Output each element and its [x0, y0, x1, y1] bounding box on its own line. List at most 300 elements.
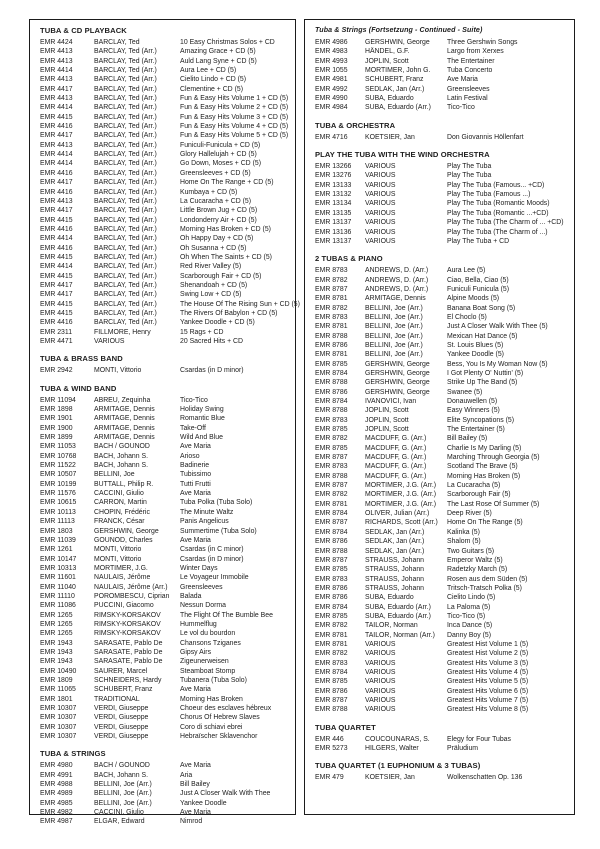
composer-name: VARIOUS	[365, 163, 396, 171]
piece-title: Play The Tuba (The Charm of ...)	[447, 228, 548, 236]
composer-name: ARMITAGE, Dennis	[94, 434, 155, 442]
catalog-row	[40, 122, 289, 131]
piece-title: Danny Boy (5)	[447, 631, 492, 639]
piece-title: Ave Maria	[180, 809, 211, 817]
composer-name: VERDI, Giuseppe	[94, 714, 149, 722]
catalog-row	[40, 517, 289, 526]
emr-number: EMR 8787	[315, 482, 348, 490]
emr-number: EMR 8787	[315, 285, 348, 293]
emr-number: EMR 8786	[315, 538, 348, 546]
piece-title: Morning Has Broken + CD (5)	[180, 225, 271, 233]
emr-number: EMR 4416	[40, 319, 73, 327]
composer-name: SEDLAK, Jan (Arr.)	[365, 547, 425, 555]
composer-name: BARCLAY, Ted (Arr.)	[94, 132, 157, 140]
emr-number: EMR 1900	[40, 424, 73, 432]
catalog-row	[315, 472, 568, 481]
piece-title: Ave Maria	[180, 490, 211, 498]
catalog-section	[40, 25, 300, 346]
catalog-row	[315, 744, 568, 753]
catalog-row	[40, 366, 289, 375]
catalog-row	[40, 527, 289, 536]
emr-number: EMR 11040	[40, 583, 76, 591]
piece-title: Scotland The Brave (5)	[447, 463, 518, 471]
emr-number: EMR 8785	[315, 360, 348, 368]
composer-name: VERDI, Giuseppe	[94, 733, 149, 741]
catalog-row	[315, 133, 568, 142]
catalog-row	[40, 564, 289, 573]
emr-number: EMR 4413	[40, 197, 73, 205]
composer-name: JOPLIN, Scott	[365, 407, 409, 415]
composer-name: CACCINI, Giulio	[94, 490, 144, 498]
piece-title: Latin Festival	[447, 95, 488, 103]
emr-number: EMR 4417	[40, 132, 73, 140]
emr-number: EMR 11039	[40, 536, 76, 544]
piece-title: I Got Plenty O' Nuttin' (5)	[447, 369, 524, 377]
piece-title: Greatest Hits Volume 6 (5)	[447, 687, 529, 695]
emr-number: EMR 8786	[315, 584, 348, 592]
composer-name: MACDUFF, G. (Arr.)	[365, 435, 427, 443]
catalog-row	[40, 433, 289, 442]
emr-number: EMR 4415	[40, 113, 73, 121]
composer-name: SUBA, Eduardo (Arr.)	[365, 603, 431, 611]
piece-title: Zigeunerweisen	[180, 658, 229, 666]
emr-number: EMR 10307	[40, 705, 77, 713]
piece-title: Coro di schiavi ebrei	[180, 723, 243, 731]
piece-title: Morning Has Broken (5)	[447, 472, 521, 480]
emr-number: EMR 13132	[315, 191, 352, 199]
composer-name: BACH / GOUNOD	[94, 443, 150, 451]
piece-title: Little Brown Jug + CD (5)	[180, 207, 258, 215]
emr-number: EMR 4980	[40, 762, 73, 770]
emr-number: EMR 8784	[315, 398, 348, 405]
catalog-row	[40, 47, 289, 56]
catalog-row	[315, 518, 568, 527]
catalog-row	[315, 659, 568, 668]
emr-number: EMR 4413	[40, 76, 73, 84]
emr-number: EMR 13135	[315, 209, 352, 217]
piece-title: Wolkenschatten Op. 136	[447, 774, 523, 782]
piece-title: Clementine + CD (5)	[180, 85, 243, 93]
piece-title: Strike Up The Band (5)	[447, 379, 518, 387]
catalog-row	[315, 209, 568, 218]
catalog-row	[40, 489, 289, 498]
composer-name: NAULAIS, Jérôme (Arr.)	[94, 583, 168, 591]
composer-name: MONTI, Vittorio	[94, 555, 142, 563]
composer-name: BELLINI, Joe (Arr.)	[365, 323, 423, 331]
piece-title: St. Louis Blues (5)	[447, 341, 504, 349]
catalog-row	[40, 141, 289, 150]
catalog-row	[315, 341, 568, 350]
composer-name: VERDI, Giuseppe	[94, 723, 149, 731]
catalog-row	[40, 309, 289, 318]
emr-number: EMR 4990	[315, 95, 348, 103]
composer-name: TAILOR, Norman	[365, 622, 418, 630]
composer-name: BARCLAY, Ted (Arr.)	[94, 319, 157, 327]
emr-number: EMR 13137	[315, 237, 352, 245]
piece-title: Chorus Of Hebrew Slaves	[180, 714, 260, 722]
catalog-row	[315, 565, 568, 574]
piece-title: Präludium	[447, 745, 479, 753]
piece-title: Ave Maria	[180, 536, 211, 544]
piece-title: Bill Bailey (5)	[447, 435, 488, 443]
catalog-row	[315, 462, 568, 471]
composer-name: SCHUBERT, Franz	[365, 76, 424, 84]
composer-name: VARIOUS	[365, 659, 396, 667]
emr-number: EMR 4716	[315, 133, 348, 141]
piece-title: Tubissimo	[180, 471, 212, 479]
catalog-section	[315, 760, 568, 782]
catalog-row	[40, 498, 289, 507]
piece-title: Csardas (in C minor)	[180, 546, 244, 554]
composer-name: MACDUFF, G. (Arr.)	[365, 454, 427, 462]
section-rows	[315, 38, 568, 113]
composer-name: STRAUSS, Johann	[365, 575, 424, 583]
emr-number: EMR 8782	[315, 650, 348, 658]
emr-number: EMR 10113	[40, 508, 76, 516]
emr-number: EMR 8781	[315, 640, 348, 648]
catalog-row	[40, 94, 289, 103]
emr-number: EMR 8782	[315, 304, 348, 312]
emr-number: EMR 4414	[40, 235, 73, 243]
composer-name: BARCLAY, Ted (Arr.)	[94, 216, 157, 224]
emr-number: EMR 1898	[40, 406, 73, 414]
piece-title: The Last Rose Of Summer (5)	[447, 500, 540, 508]
composer-name: GERSHWIN, George	[365, 379, 430, 387]
catalog-row	[315, 687, 568, 696]
section-rows	[315, 735, 568, 754]
piece-title: Charlie Is My Darling (5)	[447, 444, 522, 452]
catalog-row	[315, 696, 568, 705]
composer-name: STRAUSS, Johann	[365, 556, 424, 564]
piece-title: The Rivers Of Babylon + CD (5)	[180, 309, 278, 317]
emr-number: EMR 1943	[40, 648, 73, 656]
composer-name: BARCLAY, Ted (Arr.)	[94, 113, 157, 121]
composer-name: IVANOVICI, Ivan	[365, 398, 417, 405]
composer-name: RIMSKY-KORSAKOV	[94, 620, 161, 628]
piece-title: Gipsy Airs	[180, 648, 212, 656]
emr-number: EMR 8785	[315, 678, 348, 686]
catalog-row	[40, 159, 289, 168]
emr-number: EMR 4414	[40, 67, 73, 75]
piece-title: Go Down, Moses + CD (5)	[180, 160, 261, 168]
composer-name: BARCLAY, Ted (Arr.)	[94, 225, 157, 233]
piece-title: Play The Tuba (The Charm of ... +CD)	[447, 219, 564, 227]
section-rows	[40, 38, 300, 346]
composer-name: FRANCK, César	[94, 518, 145, 526]
catalog-section	[315, 722, 568, 754]
catalog-row	[40, 573, 289, 582]
piece-title: Greatest Hits Volume 5 (5)	[447, 678, 529, 686]
composer-name: MACDUFF, G. (Arr.)	[365, 444, 427, 452]
piece-title: La Paloma (5)	[447, 603, 491, 611]
emr-number: EMR 4415	[40, 216, 73, 224]
composer-name: BARCLAY, Ted (Arr.)	[94, 151, 157, 159]
catalog-section	[315, 253, 568, 715]
emr-number: EMR 4984	[315, 104, 348, 112]
piece-title: Just A Closer Walk With Thee	[180, 790, 271, 798]
catalog-row	[315, 85, 568, 94]
emr-number: EMR 4415	[40, 253, 73, 261]
section-title: TUBA & WIND BAND	[40, 383, 117, 393]
composer-name: MORTIMER, J.G. (Arr.)	[365, 491, 437, 499]
composer-name: JOPLIN, Scott	[365, 416, 409, 424]
emr-number: EMR 4413	[40, 57, 73, 65]
catalog-row	[315, 322, 568, 331]
catalog-row	[40, 188, 289, 197]
catalog-section	[40, 353, 289, 375]
emr-number: EMR 4417	[40, 207, 73, 215]
composer-name: TAILOR, Norman (Arr.)	[365, 631, 435, 639]
emr-number: EMR 4985	[40, 799, 73, 807]
piece-title: Fun & Easy Hits Volume 1 + CD (5)	[180, 95, 289, 103]
piece-title: Oh Susanna + CD (5)	[180, 244, 247, 252]
composer-name: VARIOUS	[365, 706, 396, 714]
composer-name: ARMITAGE, Dennis	[94, 415, 155, 423]
composer-name: BACH, Johann S.	[94, 771, 149, 779]
catalog-row	[315, 547, 568, 556]
composer-name: ANDREWS, D. (Arr.)	[365, 267, 429, 275]
composer-name: SUBA, Eduardo (Arr.)	[365, 612, 431, 620]
catalog-row	[315, 584, 568, 593]
piece-title: Auld Lang Syne + CD (5)	[180, 57, 257, 65]
emr-number: EMR 4416	[40, 123, 73, 131]
piece-title: Winter Days	[180, 564, 218, 572]
catalog-row	[40, 442, 289, 451]
piece-title: Donauwellen (5)	[447, 398, 498, 405]
piece-title: Romantic Blue	[180, 415, 225, 423]
catalog-row	[40, 197, 289, 206]
emr-number: EMR 1801	[40, 695, 73, 703]
emr-number: EMR 1265	[40, 630, 73, 638]
piece-title: Aura Lee (5)	[447, 267, 486, 275]
piece-title: Home On The Range + CD (5)	[180, 179, 274, 187]
emr-number: EMR 11576	[40, 490, 76, 498]
piece-title: Inca Dance (5)	[447, 622, 493, 630]
piece-title: Funiculi Funicula (5)	[447, 285, 510, 293]
emr-number: EMR 1901	[40, 415, 73, 423]
catalog-row	[40, 583, 289, 592]
emr-number: EMR 4417	[40, 281, 73, 289]
catalog-row	[315, 228, 568, 237]
emr-number: EMR 4992	[315, 85, 348, 93]
catalog-row	[40, 66, 289, 75]
piece-title: Chansons Tziganes	[180, 639, 241, 647]
catalog-row	[315, 434, 568, 443]
section-rows	[315, 133, 568, 142]
emr-number: EMR 13137	[315, 219, 352, 227]
section-rows	[315, 773, 568, 782]
catalog-row	[40, 234, 289, 243]
catalog-row	[40, 396, 289, 405]
composer-name: MORTIMER, J.G.	[94, 564, 148, 572]
composer-name: ANDREWS, D. (Arr.)	[365, 285, 429, 293]
composer-name: SUBA, Eduardo	[365, 95, 414, 103]
catalog-row	[315, 603, 568, 612]
emr-number: EMR 13133	[315, 181, 352, 189]
piece-title: Csardas (in D minor)	[180, 367, 244, 375]
catalog-row	[40, 799, 289, 808]
piece-title: Radetzky March (5)	[447, 566, 508, 574]
catalog-row	[40, 536, 289, 545]
emr-number: EMR 8783	[315, 659, 348, 667]
piece-title: Nessun Dorma	[180, 602, 226, 610]
emr-number: EMR 4417	[40, 291, 73, 299]
catalog-row	[40, 713, 289, 722]
composer-name: VARIOUS	[365, 191, 396, 199]
catalog-row	[315, 218, 568, 227]
composer-name: VARIOUS	[94, 338, 125, 345]
piece-title: La Cucaracha (5)	[447, 482, 501, 490]
composer-name: BARCLAY, Ted (Arr.)	[94, 169, 157, 177]
catalog-row	[40, 103, 289, 112]
catalog-row	[315, 285, 568, 294]
composer-name: BARCLAY, Ted (Arr.)	[94, 281, 157, 289]
composer-name: ARMITAGE, Dennis	[94, 406, 155, 414]
piece-title: Csardas (in D minor)	[180, 555, 244, 563]
emr-number: EMR 2311	[40, 328, 73, 336]
piece-title: 20 Sacred Hits + CD	[180, 338, 243, 345]
catalog-row	[315, 621, 568, 630]
catalog-row	[315, 575, 568, 584]
piece-title: Largo from Xerxes	[447, 48, 504, 56]
emr-number: EMR 8781	[315, 351, 348, 359]
composer-name: BARCLAY, Ted (Arr.)	[94, 123, 157, 131]
composer-name: SUBA, Eduardo	[365, 594, 414, 602]
section-title: Tuba & Strings (Fortsetzung - Continued - Suite)	[315, 26, 483, 34]
catalog-row	[40, 611, 289, 620]
catalog-row	[40, 405, 289, 414]
section-rows	[315, 266, 568, 715]
piece-title: Steamboat Stomp	[180, 667, 236, 675]
composer-name: BACH, Johann S.	[94, 462, 149, 470]
emr-number: EMR 4417	[40, 85, 73, 93]
composer-name: ELGAR, Edward	[94, 818, 145, 826]
catalog-row	[40, 75, 289, 84]
catalog-row	[40, 648, 289, 657]
catalog-row	[40, 601, 289, 610]
emr-number: EMR 1809	[40, 677, 73, 684]
catalog-row	[315, 528, 568, 537]
catalog-row	[315, 453, 568, 462]
composer-name: BARCLAY, Ted (Arr.)	[94, 300, 157, 308]
emr-number: EMR 11086	[40, 602, 76, 610]
composer-name: CACCINI, Giulio	[94, 809, 144, 817]
piece-title: Rosen aus dem Süden (5)	[447, 575, 528, 583]
catalog-row	[315, 181, 568, 190]
piece-title: El Choclo (5)	[447, 313, 487, 321]
emr-number: EMR 4424	[40, 39, 73, 46]
emr-number: EMR 8788	[315, 547, 348, 555]
catalog-row	[315, 103, 568, 112]
catalog-row	[40, 461, 289, 470]
emr-number: EMR 4414	[40, 151, 73, 159]
composer-name: MACDUFF, G. (Arr.)	[365, 463, 427, 471]
left-catalog-column	[29, 19, 300, 826]
catalog-row	[315, 66, 568, 75]
emr-number: EMR 8784	[315, 603, 348, 611]
composer-name: BARCLAY, Ted	[94, 39, 140, 46]
section-rows	[40, 366, 289, 375]
catalog-row	[40, 253, 289, 262]
catalog-row	[40, 452, 289, 461]
catalog-row	[315, 38, 568, 47]
piece-title: The Flight Of The Bumble Bee	[180, 611, 273, 619]
catalog-row	[315, 649, 568, 658]
composer-name: BELLINI, Joe (Arr.)	[94, 799, 152, 807]
emr-number: EMR 8788	[315, 407, 348, 415]
catalog-row	[40, 657, 289, 666]
composer-name: VARIOUS	[365, 219, 396, 227]
composer-name: BARCLAY, Ted (Arr.)	[94, 272, 157, 280]
catalog-row	[315, 640, 568, 649]
catalog-row	[40, 676, 289, 685]
piece-title: Tutti Frutti	[180, 480, 211, 488]
composer-name: VARIOUS	[365, 668, 396, 676]
composer-name: SARASATE, Pablo De	[94, 639, 163, 647]
catalog-row	[40, 789, 289, 798]
catalog-row	[40, 414, 289, 423]
composer-name: BELLINI, Joe	[94, 471, 135, 479]
catalog-row	[315, 276, 568, 285]
emr-number: EMR 8784	[315, 369, 348, 377]
piece-title: Greatest Hist Volume 2 (5)	[447, 650, 529, 658]
emr-number: EMR 10307	[40, 733, 77, 741]
composer-name: BARCLAY, Ted (Arr.)	[94, 188, 157, 196]
composer-name: FILLMORE, Henry	[94, 328, 151, 336]
emr-number: EMR 8782	[315, 276, 348, 284]
composer-name: SEDLAK, Jan (Arr.)	[365, 528, 425, 536]
piece-title: Elite Syncopations (5)	[447, 416, 515, 424]
composer-name: BARCLAY, Ted (Arr.)	[94, 244, 157, 252]
composer-name: CARRON, Martin	[94, 499, 147, 507]
catalog-row	[40, 620, 289, 629]
composer-name: SCHUBERT, Franz	[94, 686, 153, 694]
piece-title: Tubanera (Tuba Solo)	[180, 677, 247, 684]
emr-number: EMR 479	[315, 774, 344, 782]
composer-name: KOETSIER, Jan	[365, 133, 415, 141]
catalog-row	[315, 369, 568, 378]
section-rows	[315, 162, 568, 246]
catalog-row	[40, 300, 300, 309]
composer-name: VARIOUS	[365, 181, 396, 189]
piece-title: Fun & Easy Hits Volume 3 + CD (5)	[180, 113, 289, 121]
composer-name: VARIOUS	[365, 228, 396, 236]
piece-title: Aria	[180, 771, 193, 779]
piece-title: Swing Low + CD (5)	[180, 291, 242, 299]
emr-number: EMR 4413	[40, 48, 73, 56]
piece-title: Just A Closer Walk With Thee (5)	[447, 323, 548, 331]
catalog-row	[315, 378, 568, 387]
composer-name: BARCLAY, Ted (Arr.)	[94, 160, 157, 168]
composer-name: KOETSIER, Jan	[365, 774, 415, 782]
composer-name: JOPLIN, Scott	[365, 426, 409, 434]
piece-title: Shenandoah + CD (5)	[180, 281, 248, 289]
emr-number: EMR 4415	[40, 272, 73, 280]
catalog-section	[315, 25, 568, 113]
emr-number: EMR 10147	[40, 555, 77, 563]
catalog-row	[40, 817, 289, 826]
emr-number: EMR 13136	[315, 228, 352, 236]
piece-title: The Minute Waltz	[180, 508, 234, 516]
piece-title: Scarborough Fair (5)	[447, 491, 511, 499]
composer-name: POROMBESCU, Ciprian	[94, 592, 170, 600]
piece-title: Tico-Tico (5)	[447, 612, 486, 620]
emr-number: EMR 8786	[315, 594, 348, 602]
catalog-row	[315, 677, 568, 686]
catalog-row	[315, 47, 568, 56]
piece-title: Mexican Hat Dance (5)	[447, 332, 518, 340]
piece-title: Bill Bailey	[180, 781, 210, 789]
